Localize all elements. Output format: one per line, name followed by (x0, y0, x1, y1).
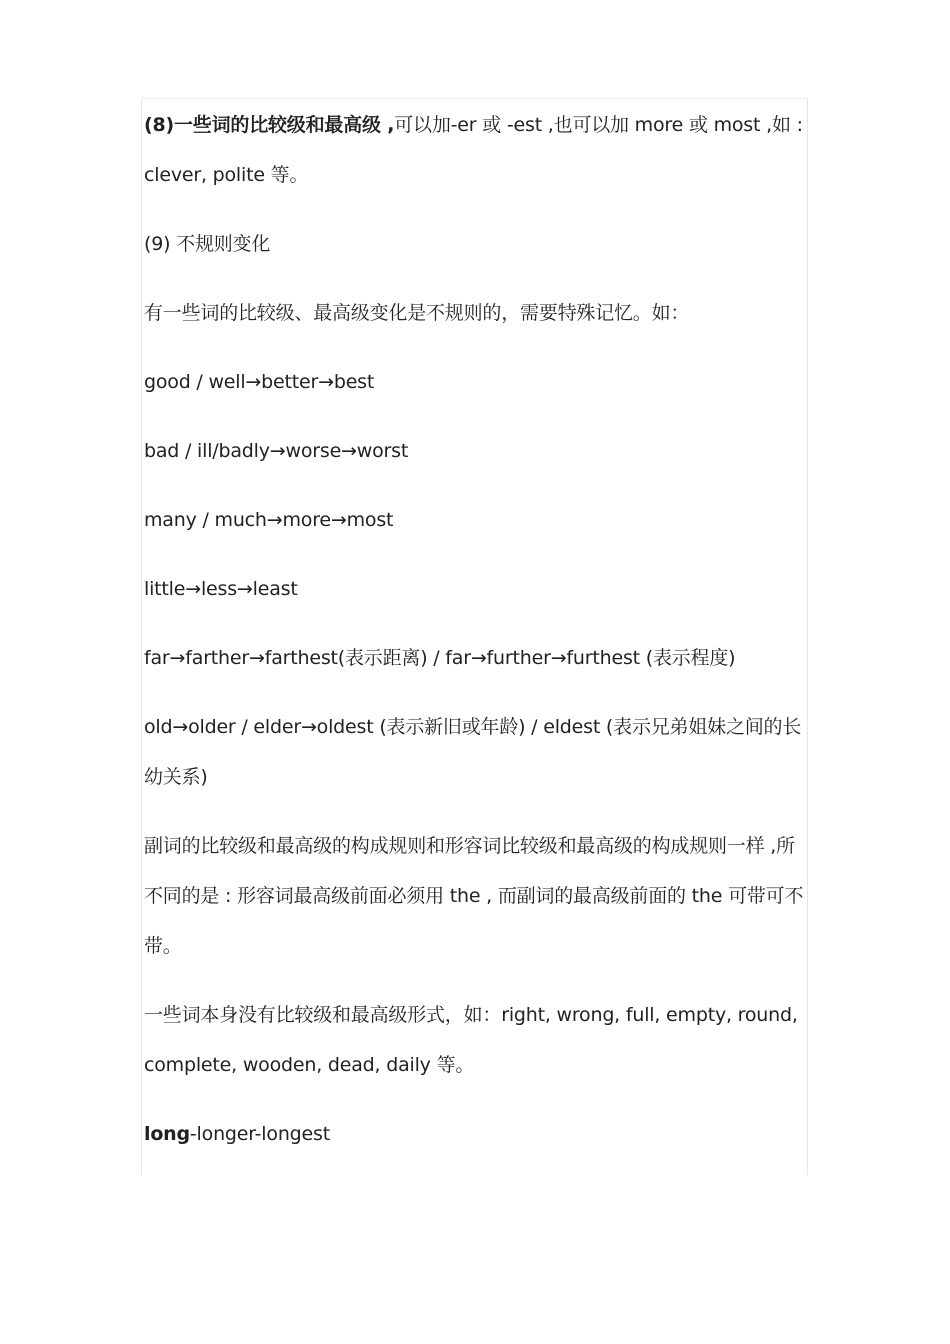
no-comparative-note: 一些词本身没有比较级和最高级形式，如：right, wrong, full, empty, round, complete, wooden, dead, daily 等。 (144, 1004, 798, 1076)
irregular-good: good / well→better→best (144, 371, 375, 393)
irregular-intro: 有一些词的比较级、最高级变化是不规则的，需要特殊记忆。如： (144, 302, 690, 324)
example-long (144, 1109, 808, 1159)
irregular-far: far→farther→farthest(表示距离) / far→further→furthest (表示程度) (144, 647, 736, 669)
adverb-note: 副词的比较级和最高级的构成规则和形容词比较级和最高级的构成规则一样 ,所不同的是 : 形容词最高级前面必须用 the , 而副词的最高级前面的 the 可带可不带。 (144, 835, 804, 957)
example-long-forms: -longer-longest (189, 1123, 330, 1145)
irregular-little: little→less→least (144, 578, 298, 600)
rule-8-heading: (8)一些词的比较级和最高级 , (144, 114, 395, 136)
example-long-base: long (144, 1123, 190, 1145)
rule-8-text: 可以加-er 或 -est ,也可以加 more 或 most ,如 : clever, polite 等。 (144, 114, 803, 186)
irregular-bad: bad / ill/badly→worse→worst (144, 440, 409, 462)
paragraph-rule-8 (144, 100, 808, 200)
document-body (144, 100, 808, 1178)
irregular-old: old→older / elder→oldest (表示新旧或年龄) / eldest (表示兄弟姐妹之间的长幼关系) (144, 716, 802, 788)
irregular-many: many / much→more→most (144, 509, 394, 531)
rule-9-heading: (9) 不规则变化 (144, 233, 271, 255)
